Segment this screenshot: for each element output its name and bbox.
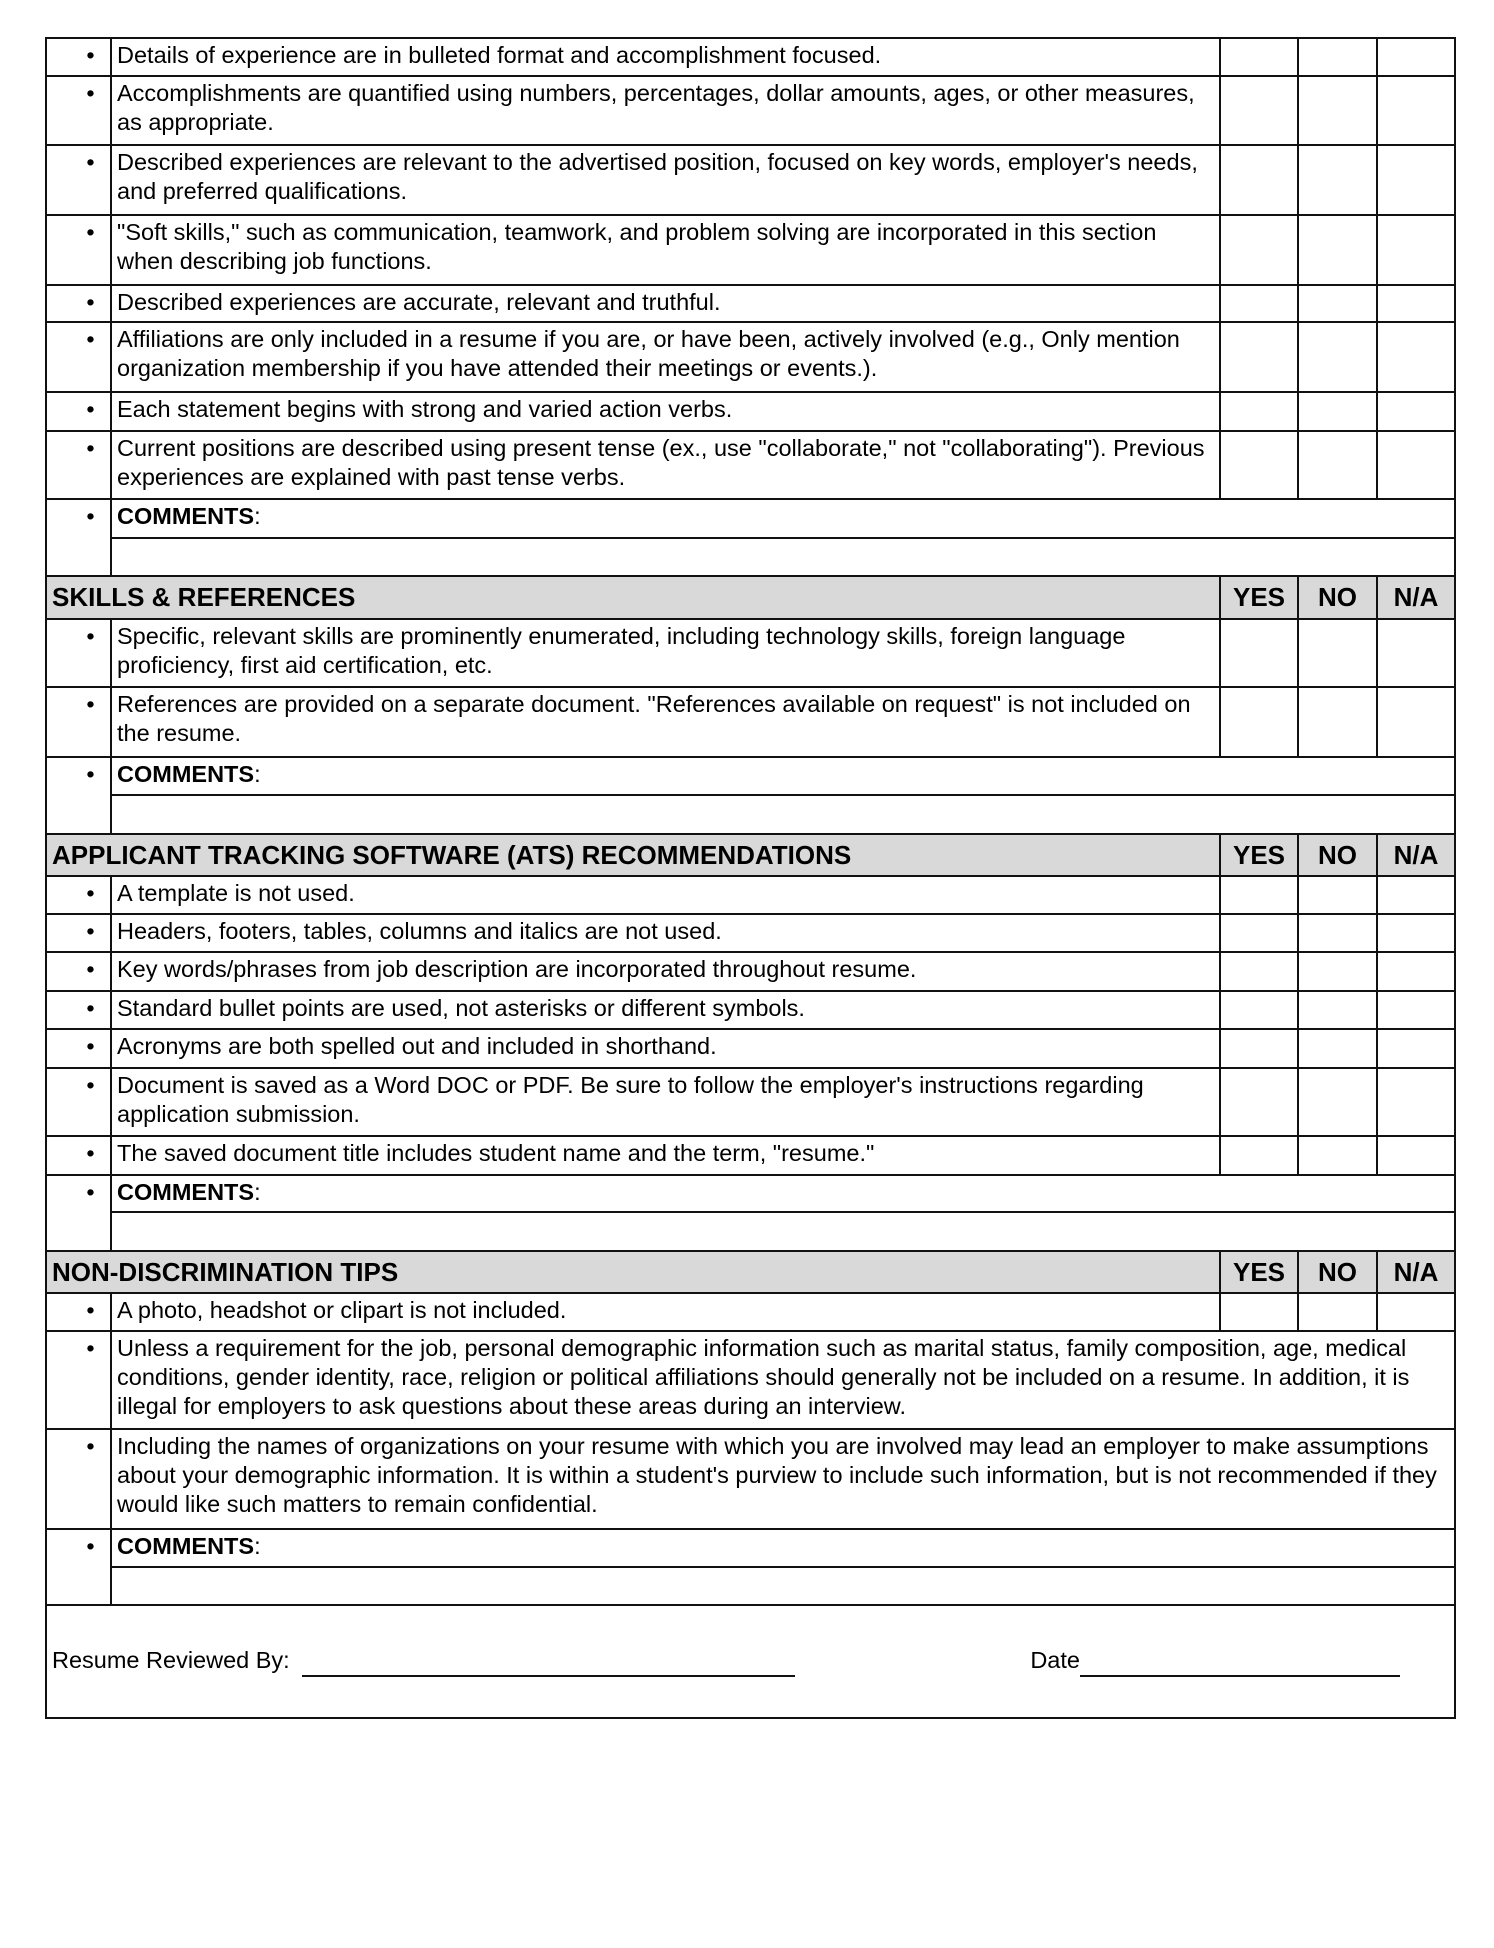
checkbox-na[interactable] — [1377, 687, 1455, 757]
checklist-row — [46, 687, 1455, 757]
checklist-row — [46, 38, 1455, 76]
checkbox-yes[interactable] — [1220, 952, 1298, 991]
checkbox-yes[interactable] — [1220, 322, 1298, 392]
column-no: NO — [1298, 576, 1377, 619]
bullet-cell — [46, 499, 111, 576]
checklist-row — [46, 215, 1455, 285]
bullet-cell — [46, 431, 111, 499]
checkbox-yes[interactable] — [1220, 1136, 1298, 1175]
checkbox-na[interactable] — [1377, 215, 1455, 285]
checkbox-yes[interactable] — [1220, 76, 1298, 145]
bullet: • — [86, 149, 95, 175]
checkbox-na[interactable] — [1377, 1293, 1455, 1331]
bullet-cell — [46, 952, 111, 991]
bullet: • — [86, 918, 95, 944]
bullet: • — [86, 219, 95, 245]
bullet: • — [86, 326, 95, 352]
checklist-row — [46, 914, 1455, 952]
checkbox-na[interactable] — [1377, 914, 1455, 952]
checkbox-no[interactable] — [1298, 38, 1377, 76]
column-yes: YES — [1220, 576, 1298, 619]
checklist-item-text: Specific, relevant skills are prominently enumerated, including technology skills, foreign language proficiency, first aid certification, etc. — [111, 619, 1220, 687]
reviewed-by-field[interactable] — [302, 1646, 795, 1677]
comments-row — [46, 757, 1455, 795]
comments-field[interactable] — [111, 795, 1455, 834]
bullet-cell — [46, 1331, 111, 1429]
bullet-cell — [46, 285, 111, 322]
comments-field-row — [46, 1212, 1455, 1251]
bullet: • — [86, 1433, 95, 1459]
bullet-cell — [46, 914, 111, 952]
bullet-cell — [46, 1175, 111, 1251]
bullet: • — [86, 435, 95, 461]
bullet-cell — [46, 1429, 111, 1529]
checklist-row — [46, 619, 1455, 687]
column-na: N/A — [1377, 834, 1455, 876]
checkbox-yes[interactable] — [1220, 431, 1298, 499]
checkbox-no[interactable] — [1298, 392, 1377, 431]
comments-label — [111, 757, 1455, 795]
bullet-cell — [46, 991, 111, 1029]
checklist-row — [46, 1029, 1455, 1068]
column-no: NO — [1298, 834, 1377, 876]
bullet: • — [86, 1033, 95, 1059]
checklist-row — [46, 1068, 1455, 1136]
checkbox-no[interactable] — [1298, 215, 1377, 285]
bullet: • — [86, 1335, 95, 1361]
checkbox-na[interactable] — [1377, 991, 1455, 1029]
checkbox-na[interactable] — [1377, 952, 1455, 991]
checkbox-no[interactable] — [1298, 1068, 1377, 1136]
comments-colon: : — [254, 1533, 261, 1559]
checklist-row — [46, 1293, 1455, 1331]
checkbox-yes[interactable] — [1220, 687, 1298, 757]
checklist-item-text: Key words/phrases from job description are incorporated throughout resume. — [111, 952, 1220, 991]
checklist-row — [46, 1136, 1455, 1175]
comments-field-row — [46, 538, 1455, 576]
bullet: • — [86, 289, 95, 315]
checklist-item-text: References are provided on a separate document. "References available on request" is not included on the resume. — [111, 687, 1220, 757]
comments-label-text: COMMENTS — [117, 1179, 255, 1205]
checkbox-no[interactable] — [1298, 322, 1377, 392]
bullet: • — [86, 691, 95, 717]
checkbox-na[interactable] — [1377, 431, 1455, 499]
checkbox-no[interactable] — [1298, 952, 1377, 991]
comments-label-text: COMMENTS — [117, 761, 255, 787]
checklist-item-text: A photo, headshot or clipart is not included. — [111, 1293, 1220, 1331]
checklist-item-text: Each statement begins with strong and varied action verbs. — [111, 392, 1220, 431]
checkbox-na[interactable] — [1377, 619, 1455, 687]
checkbox-no[interactable] — [1298, 431, 1377, 499]
bullet-cell — [46, 1136, 111, 1175]
comments-colon: : — [254, 1179, 261, 1205]
bullet: • — [86, 956, 95, 982]
date-label: Date — [1030, 1647, 1080, 1673]
checklist-item-text: Headers, footers, tables, columns and italics are not used. — [111, 914, 1220, 952]
comments-field[interactable] — [111, 538, 1455, 576]
checklist-item-text: Document is saved as a Word DOC or PDF. Be sure to follow the employer's instructions regarding application submission. — [111, 1068, 1220, 1136]
checkbox-yes[interactable] — [1220, 1029, 1298, 1068]
section-title: NON-DISCRIMINATION TIPS — [46, 1251, 1220, 1293]
resume-checklist-table — [45, 37, 1456, 1719]
section-title: APPLICANT TRACKING SOFTWARE (ATS) RECOMMENDATIONS — [46, 834, 1220, 876]
column-na: N/A — [1377, 576, 1455, 619]
comments-label — [111, 499, 1455, 538]
bullet: • — [86, 80, 95, 106]
checklist-item-text: A template is not used. — [111, 876, 1220, 914]
bullet-cell — [46, 1529, 111, 1605]
bullet: • — [86, 1297, 95, 1323]
checkbox-yes[interactable] — [1220, 392, 1298, 431]
checkbox-no[interactable] — [1298, 1029, 1377, 1068]
date-field[interactable] — [1080, 1646, 1400, 1677]
checklist-row — [46, 1429, 1455, 1529]
checkbox-na[interactable] — [1377, 38, 1455, 76]
column-na: N/A — [1377, 1251, 1455, 1293]
bullet-cell — [46, 38, 111, 76]
bullet-cell — [46, 687, 111, 757]
bullet-cell — [46, 322, 111, 392]
comments-label-text: COMMENTS — [117, 503, 255, 529]
bullet-cell — [46, 619, 111, 687]
bullet-cell — [46, 1029, 111, 1068]
checklist-item-text: Affiliations are only included in a resume if you are, or have been, actively involved (e.g., Only mention organization membership if you have attended their meetings or events.). — [111, 322, 1220, 392]
checkbox-na[interactable] — [1377, 1136, 1455, 1175]
signature-area — [46, 1605, 1455, 1718]
checklist-row — [46, 322, 1455, 392]
bullet-cell — [46, 1293, 111, 1331]
column-yes: YES — [1220, 834, 1298, 876]
checklist-item-text: Standard bullet points are used, not asterisks or different symbols. — [111, 991, 1220, 1029]
checkbox-yes[interactable] — [1220, 914, 1298, 952]
bullet-cell — [46, 76, 111, 145]
bullet-cell — [46, 757, 111, 834]
checklist-row — [46, 431, 1455, 499]
checklist-row — [46, 1331, 1455, 1429]
checkbox-na[interactable] — [1377, 876, 1455, 914]
section-header — [46, 1251, 1455, 1293]
comments-label — [111, 1529, 1455, 1567]
checkbox-no[interactable] — [1298, 76, 1377, 145]
checklist-item-text: "Soft skills," such as communication, teamwork, and problem solving are incorporated in this section when describing job functions. — [111, 215, 1220, 285]
bullet: • — [86, 396, 95, 422]
bullet-cell — [46, 876, 111, 914]
bullet: • — [86, 761, 95, 787]
checkbox-na[interactable] — [1377, 322, 1455, 392]
checklist-item-text: Details of experience are in bulleted format and accomplishment focused. — [111, 38, 1220, 76]
comments-row — [46, 499, 1455, 538]
bullet: • — [86, 503, 95, 529]
checklist-row — [46, 285, 1455, 322]
checkbox-no[interactable] — [1298, 1293, 1377, 1331]
reviewed-by-label: Resume Reviewed By: — [52, 1647, 290, 1673]
bullet: • — [86, 1533, 95, 1559]
comments-label-text: COMMENTS — [117, 1533, 255, 1559]
checkbox-no[interactable] — [1298, 991, 1377, 1029]
checkbox-yes[interactable] — [1220, 145, 1298, 215]
checkbox-yes[interactable] — [1220, 1068, 1298, 1136]
checkbox-yes[interactable] — [1220, 38, 1298, 76]
checkbox-no[interactable] — [1298, 145, 1377, 215]
column-yes: YES — [1220, 1251, 1298, 1293]
comments-row — [46, 1175, 1455, 1212]
checklist-item-text: Including the names of organizations on your resume with which you are involved may lead an employer to make assumptions about your demographic information. It is within a student's purview to include such information, but is not recommended if they would like such matters to remain confidential. — [111, 1429, 1455, 1529]
checklist-row — [46, 991, 1455, 1029]
bullet: • — [86, 995, 95, 1021]
comments-label — [111, 1175, 1455, 1212]
bullet: • — [86, 1179, 95, 1205]
checklist-item-text: Described experiences are relevant to the advertised position, focused on key words, employer's needs, and preferred qualifications. — [111, 145, 1220, 215]
checkbox-na[interactable] — [1377, 285, 1455, 322]
bullet-cell — [46, 145, 111, 215]
checkbox-no[interactable] — [1298, 619, 1377, 687]
checklist-item-text: Current positions are described using present tense (ex., use "collaborate," not "collaborating"). Previous experiences are explained with past tense verbs. — [111, 431, 1220, 499]
checkbox-no[interactable] — [1298, 876, 1377, 914]
comments-colon: : — [254, 503, 261, 529]
comments-field[interactable] — [111, 1567, 1455, 1605]
checkbox-yes[interactable] — [1220, 619, 1298, 687]
checkbox-yes[interactable] — [1220, 215, 1298, 285]
checklist-row — [46, 145, 1455, 215]
checkbox-yes[interactable] — [1220, 285, 1298, 322]
bullet: • — [86, 1072, 95, 1098]
comments-field-row — [46, 795, 1455, 834]
comments-row — [46, 1529, 1455, 1567]
checkbox-na[interactable] — [1377, 145, 1455, 215]
checkbox-na[interactable] — [1377, 76, 1455, 145]
section-title: SKILLS & REFERENCES — [46, 576, 1220, 619]
checkbox-na[interactable] — [1377, 392, 1455, 431]
checklist-item-text: Acronyms are both spelled out and included in shorthand. — [111, 1029, 1220, 1068]
bullet: • — [86, 42, 95, 68]
checkbox-yes[interactable] — [1220, 876, 1298, 914]
bullet: • — [86, 623, 95, 649]
checklist-item-text: Accomplishments are quantified using numbers, percentages, dollar amounts, ages, or other measures, as appropriate. — [111, 76, 1220, 145]
signature-row — [46, 1605, 1455, 1718]
checklist-item-text: Unless a requirement for the job, personal demographic information such as marital status, family composition, age, medical conditions, gender identity, race, religion or political affiliations should generally not be included on a resume. In addition, it is illegal for employers to ask questions about these areas during an interview. — [111, 1331, 1455, 1429]
comments-field[interactable] — [111, 1212, 1455, 1251]
checklist-row — [46, 76, 1455, 145]
checkbox-no[interactable] — [1298, 285, 1377, 322]
comments-field-row — [46, 1567, 1455, 1605]
section-header — [46, 576, 1455, 619]
checkbox-no[interactable] — [1298, 914, 1377, 952]
checklist-item-text: Described experiences are accurate, relevant and truthful. — [111, 285, 1220, 322]
checkbox-no[interactable] — [1298, 1136, 1377, 1175]
checklist-row — [46, 876, 1455, 914]
bullet: • — [86, 1140, 95, 1166]
checklist-row — [46, 952, 1455, 991]
checkbox-yes[interactable] — [1220, 1293, 1298, 1331]
checkbox-no[interactable] — [1298, 687, 1377, 757]
checkbox-na[interactable] — [1377, 1029, 1455, 1068]
checkbox-yes[interactable] — [1220, 991, 1298, 1029]
bullet: • — [86, 880, 95, 906]
column-no: NO — [1298, 1251, 1377, 1293]
section-header — [46, 834, 1455, 876]
checklist-item-text: The saved document title includes student name and the term, "resume." — [111, 1136, 1220, 1175]
checklist-row — [46, 392, 1455, 431]
comments-colon: : — [254, 761, 261, 787]
checkbox-na[interactable] — [1377, 1068, 1455, 1136]
bullet-cell — [46, 215, 111, 285]
bullet-cell — [46, 1068, 111, 1136]
bullet-cell — [46, 392, 111, 431]
